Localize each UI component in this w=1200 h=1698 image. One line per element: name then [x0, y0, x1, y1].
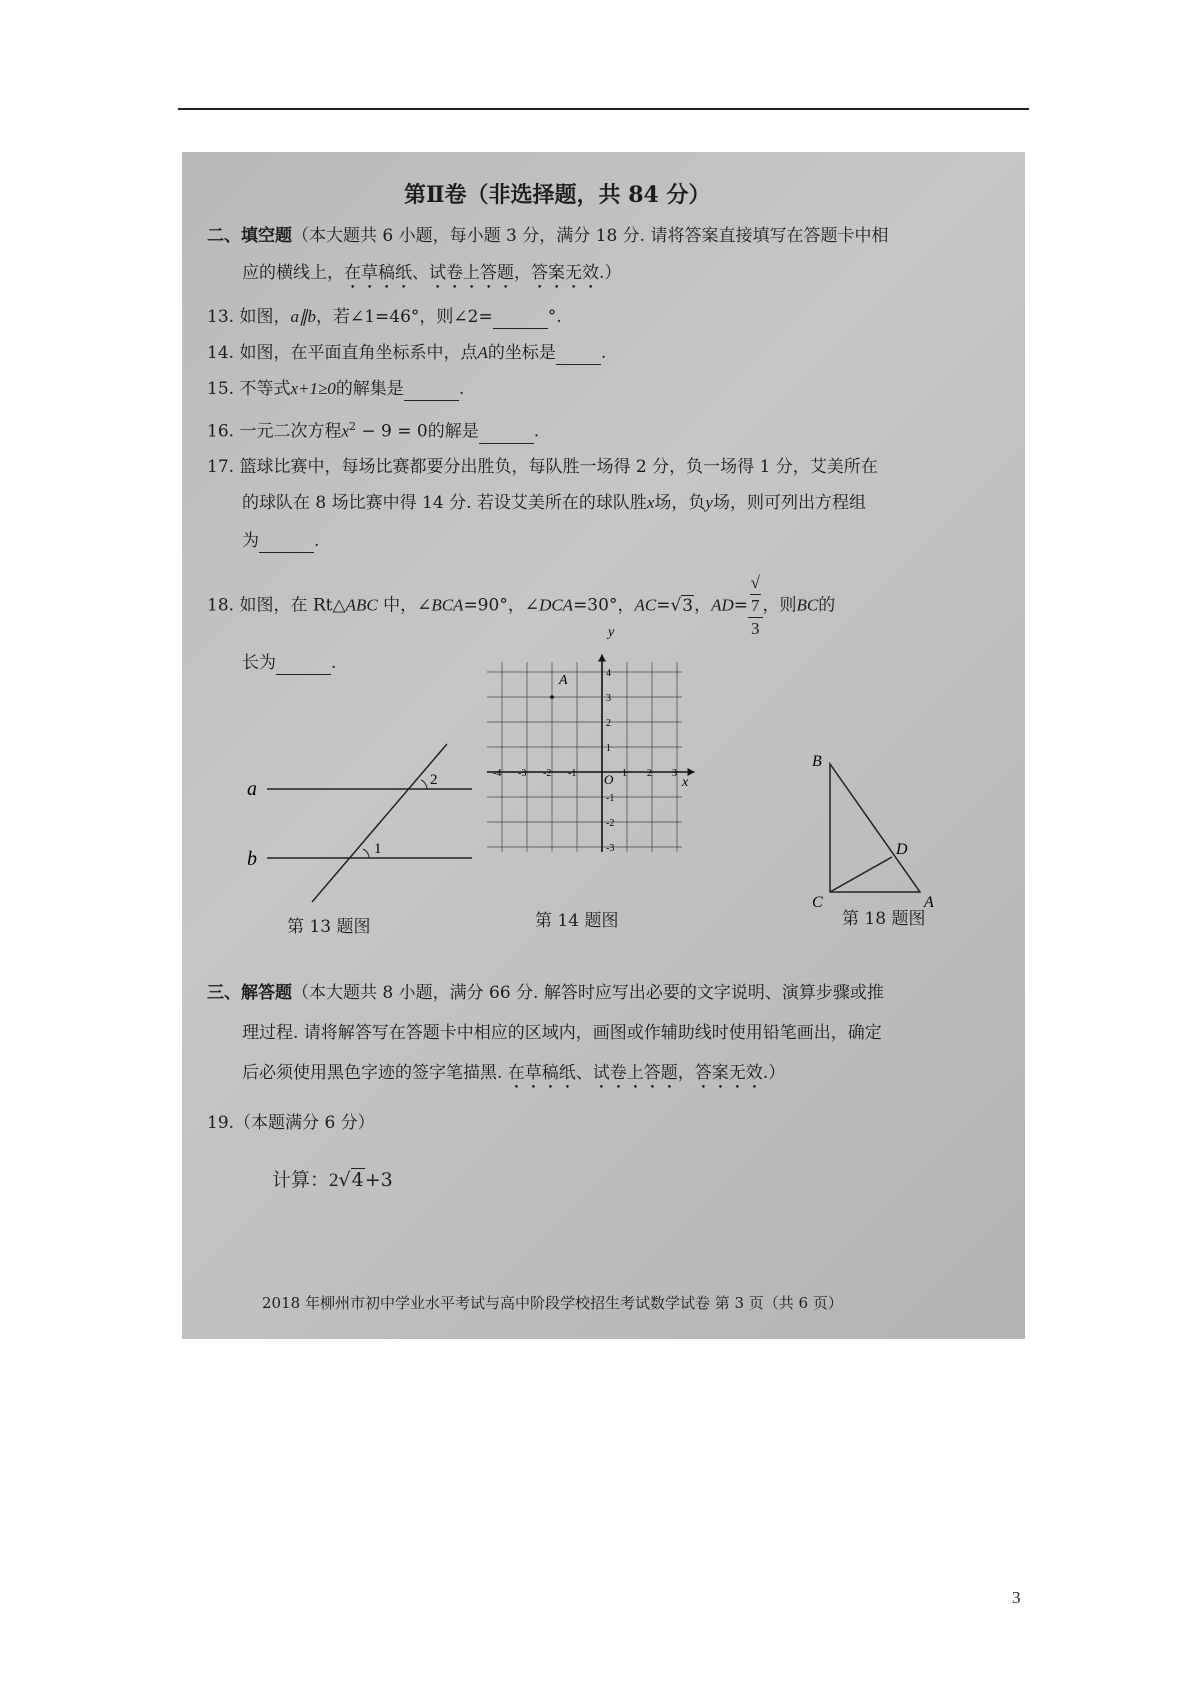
x-tick-label: -3: [518, 768, 527, 779]
q18-bc: BC: [796, 595, 819, 615]
y-tick-label: -3: [606, 843, 615, 852]
q15-number: 15.: [207, 379, 235, 399]
q18-answer-blank: [276, 652, 331, 675]
question-17-line2: [242, 492, 866, 514]
part3-warning: 在草稿纸、试卷上答题，答案无效: [507, 1063, 763, 1083]
part2-intro-line1: [207, 225, 889, 247]
q18-text3: =90°，∠: [463, 595, 540, 616]
triangle-abc: [830, 764, 920, 892]
q16-text3: .: [533, 421, 540, 442]
x-tick-label: -2: [543, 768, 552, 779]
y-tick-label: 3: [606, 693, 611, 704]
q17-text2a: 的球队在 8 场比赛中得 14 分. 若设艾美所在的球队胜: [242, 493, 647, 513]
q18-text7: =: [733, 595, 749, 616]
q17-number: 17.: [207, 457, 235, 477]
y-axis-arrow: [598, 655, 606, 662]
q18-frac-numerator: 7: [751, 596, 760, 615]
q16-var: x: [341, 421, 349, 441]
q15-text1: 不等式: [239, 379, 291, 399]
q13-number: 13.: [207, 307, 235, 327]
point-d-label: D: [896, 841, 908, 858]
part2-desc: （本大题共 6 小题，每小题 3 分，满分 18 分. 请将答案直接填写在答题卡中相: [292, 226, 889, 246]
q18-text10: 长为: [242, 653, 276, 673]
q16-exponent: 2: [349, 420, 356, 433]
x-tick-label: 1: [622, 768, 627, 779]
transversal-line: [312, 744, 447, 902]
q18-angle-bca: BCA: [431, 595, 464, 615]
segment-cd: [830, 857, 892, 892]
page-number: 3: [1012, 1588, 1021, 1607]
question-17-line3: [242, 530, 319, 553]
q17-text2b: 场，负: [654, 493, 706, 513]
exam-footer: 2018 年柳州市初中学业水平考试与高中阶段学校招生考试数学试卷 第 3 页（共 6 页）: [262, 1294, 843, 1312]
q18-frac-denominator: 3: [751, 619, 760, 638]
q17-var-y: y: [705, 493, 713, 512]
x-tick-label: 3: [672, 768, 677, 779]
q18-text4: =30°，: [573, 595, 635, 616]
q13-parallel: a∥b: [290, 307, 316, 326]
q19-sqrt: √4: [338, 1169, 364, 1191]
q18-triangle: ABC: [345, 595, 378, 615]
q14-point: A: [477, 343, 488, 362]
q17-answer-blank: [259, 530, 314, 553]
q15-text3: .: [458, 379, 465, 399]
scanned-exam-page: [182, 152, 1025, 1339]
figure-18: [812, 752, 962, 912]
q14-text1: 如图，在平面直角坐标系中，点: [239, 343, 478, 363]
part3-desc3d: .）: [762, 1063, 786, 1083]
x-tick-label: 2: [647, 768, 652, 779]
part3-desc3b: .: [497, 1063, 508, 1083]
q13-text2: ，若∠1=46°，则∠2=: [315, 307, 493, 327]
question-13: [207, 306, 562, 329]
angle-1-arc: [363, 849, 369, 858]
q17-var-x: x: [646, 493, 655, 512]
q18-text8: ，则: [762, 595, 797, 616]
part2-heading: 二、填空题: [207, 226, 292, 246]
q16-text1: 一元二次方程: [239, 421, 342, 442]
y-axis-label: y: [608, 625, 615, 640]
q13-text1: 如图，: [239, 307, 291, 327]
y-tick-label: -2: [606, 818, 615, 829]
header-rule: [178, 108, 1029, 110]
q18-sqrt3-radicand: 3: [682, 595, 694, 616]
q17-text3b: .: [314, 531, 320, 551]
q14-text2: 的坐标是: [487, 343, 556, 363]
q18-text6: ，: [694, 595, 712, 616]
q15-answer-blank: [404, 378, 459, 401]
question-18-line2: [242, 652, 336, 675]
q18-fraction: √ 7 3: [748, 572, 763, 640]
q18-text2: 中，∠: [377, 595, 432, 616]
x-tick-label: -4: [493, 768, 502, 779]
q14-number: 14.: [207, 343, 235, 363]
q19-coefficient: 2: [329, 1170, 339, 1191]
label-a: a: [247, 778, 257, 800]
angle-2-arc: [421, 780, 427, 789]
label-angle-2: 2: [430, 772, 438, 788]
q19-number: 19.: [207, 1113, 235, 1133]
q18-text11: .: [331, 653, 337, 673]
part3-intro-line3: [242, 1062, 785, 1093]
q13-answer-blank: [493, 306, 548, 329]
q17-text1: 篮球比赛中，每场比赛都要分出胜负，每队胜一场得 2 分，负一场得 1 分，艾美所在: [239, 457, 878, 477]
figure-14-caption: 第 14 题图: [535, 911, 619, 931]
part2-intro-line2: [242, 262, 621, 293]
part2-warning: 在草稿纸、试卷上答题，答案无效: [344, 263, 599, 283]
y-tick-label: 2: [606, 718, 611, 729]
q14-text3: .: [600, 343, 607, 363]
figure-13-caption: 第 13 题图: [287, 917, 371, 937]
figure-13: [237, 732, 477, 922]
part3-desc1: （本大题共 8 小题，满分 66 分. 解答时应写出必要的文字说明、演算步骤或推: [292, 983, 884, 1003]
vertex-a-label: A: [924, 894, 934, 911]
x-axis-label: x: [682, 775, 689, 790]
q19-score: （本题满分 6 分）: [234, 1113, 375, 1133]
label-angle-1: 1: [374, 841, 382, 857]
section-title: 第Ⅱ卷（非选择题，共 84 分）: [404, 182, 711, 208]
origin-label: O: [604, 772, 614, 787]
part3-heading: 三、解答题: [207, 983, 292, 1003]
q15-inequality: x+1≥0: [290, 379, 336, 398]
figure-18-caption: 第 18 题图: [842, 909, 926, 929]
part2-desc2c: .）: [599, 263, 622, 283]
q13-text3: °.: [547, 307, 562, 327]
part3-desc2: 理过程. 请将解答写在答题卡中相应的区域内，画图或作辅助线时使用铅笔画出，确定: [242, 1023, 882, 1043]
x-tick-label: -1: [568, 768, 577, 779]
q18-ad: AD: [711, 595, 734, 615]
q17-text2c: 场，则可列出方程组: [712, 493, 866, 513]
vertex-c-label: C: [812, 894, 823, 911]
y-tick-label: 1: [606, 743, 611, 754]
question-17-line1: [207, 456, 878, 478]
question-14: [207, 342, 606, 365]
part3-desc3a: 后必须使用黑色字迹的签字笔描黑: [242, 1063, 497, 1083]
q16-answer-blank: [479, 421, 534, 444]
q18-sqrt3: √3: [670, 595, 694, 616]
label-b: b: [247, 848, 257, 870]
q19-text: 计算：: [272, 1169, 330, 1191]
q18-angle-dca: DCA: [539, 595, 574, 615]
q19-radicand: 4: [351, 1169, 364, 1191]
q18-text9: 的: [818, 595, 836, 616]
q18-text5: =: [656, 595, 671, 616]
q14-answer-blank: [556, 342, 601, 365]
q18-number: 18.: [207, 595, 235, 616]
point-a-label: A: [559, 673, 568, 688]
y-tick-label: -1: [606, 793, 615, 804]
q17-text3a: 为: [242, 531, 259, 551]
q19-expression: [272, 1169, 393, 1192]
x-axis-arrow: [688, 768, 695, 776]
q15-text2: 的解集是: [335, 379, 404, 399]
y-tick-label: 4: [606, 668, 611, 679]
q18-ac: AC: [634, 595, 657, 615]
figure-14: [472, 622, 702, 852]
vertex-b-label: B: [812, 753, 822, 770]
question-19: [207, 1112, 375, 1134]
q16-number: 16.: [207, 421, 235, 442]
coordinate-grid: [487, 655, 695, 853]
question-15: [207, 378, 464, 401]
q16-text2: 的解是: [427, 421, 479, 442]
q19-rest: +3: [364, 1169, 393, 1191]
part2-desc2a: 应的横线上，: [242, 263, 344, 283]
part3-intro-line1: [207, 982, 884, 1004]
point-a: [550, 695, 554, 699]
question-16: [207, 416, 539, 444]
part3-intro-line2: [242, 1022, 882, 1044]
q16-equation: − 9 = 0: [356, 421, 428, 442]
q18-text1: 如图，在 Rt△: [239, 595, 346, 616]
